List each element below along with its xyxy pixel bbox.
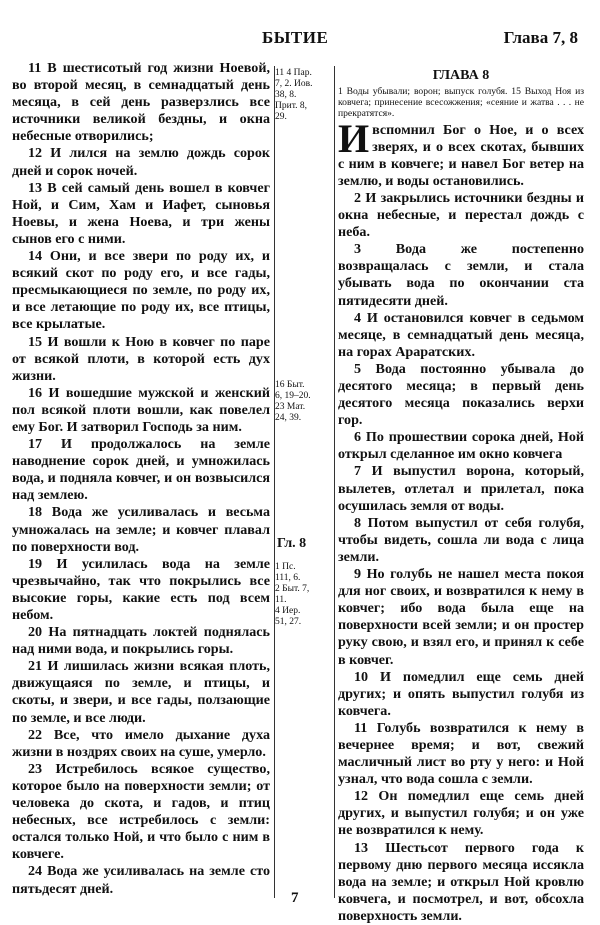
verse: 9 Но голубь не нашел места покоя для ног своих, и возвратился к нему в ковчег; ибо вода была еще на поверхности всей земли; и он простер руку свою, и взял его, и принял к себе в ковчег. xyxy=(338,566,584,668)
cross-ref-line: 7, 2. Иов. xyxy=(275,79,313,89)
chapter-heading: ГЛАВА 8 xyxy=(432,68,490,83)
cross-ref-line: 24, 39. xyxy=(275,413,302,423)
cross-ref-line: 1 Пс. xyxy=(275,562,296,572)
verse: 22 Все, что имело дыхание духа жизни в ноздрях своих на суше, умерло. xyxy=(12,726,270,760)
verse: 2 И закрылись источники бездны и окна небесные, и перестал дождь с неба. xyxy=(338,189,584,241)
verse: 8 Потом выпустил от себя голубя, чтобы видеть, сошла ли вода с лица земли. xyxy=(338,514,584,565)
cross-ref-block-3 xyxy=(275,562,333,628)
cross-ref-line: 38, 8. xyxy=(275,90,297,100)
verse: 17 И продолжалось на земле наводнение сорок дней, и умножилась вода, и подняла ковчег, и он возвысился над землею. xyxy=(12,436,270,504)
verse: 15 И вошли к Ною в ковчег по паре от всякой плоти, в которой есть дух жизни. xyxy=(12,333,270,384)
verse: 7 И выпустил ворона, который, вылетев, отлетал и прилетал, пока осушилась земля от воды. xyxy=(338,463,584,514)
first-verse xyxy=(338,115,584,190)
column-divider-right xyxy=(334,66,335,898)
cross-ref-block-1 xyxy=(275,68,333,123)
verse: 20 На пятнадцать локтей поднялась над ними вода, и покрылись горы. xyxy=(12,624,270,658)
verse: 21 И лишилась жизни всякая плоть, движущаяся по земле, и птицы, и скоты, и звери, и все гады, ползающие по земле, и все люди. xyxy=(12,658,270,726)
cross-ref-line: 11. xyxy=(275,595,287,605)
first-verse-text: вспомнил Бог о Ное, и о всех зверях, и о всех скотах, бывших с ним в ковчеге; и навел Бог ветер на землю, и воды остановились. xyxy=(338,121,584,189)
cross-ref-line: 51, 27. xyxy=(275,617,302,627)
verse: 19 И усилилась вода на земле чрезвычайно, так что покрылись все высокие горы, какие есть под всем небом. xyxy=(12,555,270,623)
cross-ref-line: 6, 19–20. xyxy=(275,391,311,401)
verse: 23 Истребилось всякое существо, которое было на поверхности земли; от человека до скота, и гадов, и птиц небесных, все истребилось с земли: остался только Ной, и что было с ним в ковчеге. xyxy=(12,760,270,863)
chapter-reference: Глава 7, 8 xyxy=(503,28,578,47)
verse: 11 Голубь возвратился к нему в вечернее время; и вот, свежий масличный лист во рту у него: и Ной узнал, что вода сошла с земли. xyxy=(338,719,584,788)
verse: 3 Вода же постепенно возвращалась с земли, и стала убывать вода по окончании ста пятидесяти дней. xyxy=(338,241,584,309)
verse: 11 В шестисотый год жизни Ноевой, во второй месяц, в семнадцатый день месяца, в сей день разверзлись все источники великой бездны, и окна небесные отворились; xyxy=(12,60,270,145)
cross-ref-chapter-label: Гл. 8 xyxy=(277,536,307,551)
book-title: БЫТИЕ xyxy=(262,28,329,47)
cross-ref-block-2 xyxy=(275,380,333,424)
verse: 5 Вода постоянно убывала до десятого месяца; в первый день десятого месяца показались верхи гор. xyxy=(338,360,584,429)
right-text-column xyxy=(338,68,584,925)
cross-ref-line: 11 4 Пар. xyxy=(275,68,312,78)
verse: 14 Они, и все звери по роду их, и всякий скот по роду его, и все гады, пресмыкающиеся по земле, по роду их, и все летающие по роду их, все птицы, все крылатые. xyxy=(12,248,270,333)
drop-cap: И xyxy=(338,115,370,161)
verse: 10 И помедлил еще семь дней других; и опять выпустил голубя из ковчега. xyxy=(338,668,584,719)
cross-ref-line: 16 Быт. xyxy=(275,380,305,390)
chapter-summary: 1 Воды убывали; ворон; выпуск голубя. 15 Выход Ноя из ковчега; принесение всесожжения; «сеяние и жатва . . . не прекратятся». xyxy=(338,86,584,120)
verse: 13 В сей самый день вошел в ковчег Ной, и Сим, Хам и Иафет, сыновья Ноевы, и жена Ноева, и три жены сынов его с ними. xyxy=(12,179,270,247)
verse: 4 И остановился ковчег в седьмом месяце, в семнадцатый день месяца, на горах Араратских. xyxy=(338,309,584,360)
cross-ref-line: 2 Быт. 7, xyxy=(275,584,310,594)
verse: 12 И лился на землю дождь сорок дней и сорок ночей. xyxy=(12,145,270,179)
verse: 6 По прошествии сорока дней, Ной открыл сделанное им окно ковчега xyxy=(338,429,584,463)
column-divider-left xyxy=(274,66,275,898)
verse: 13 Шестьсот первого года к первому дню первого месяца иссякла вода на земле; и открыл Ной кровлю ковчега, и посмотрел, и вот, обсохла поверхность земли. xyxy=(338,839,584,924)
page-number: 7 xyxy=(291,890,299,906)
page-header xyxy=(0,28,600,56)
cross-ref-line: 23 Мат. xyxy=(275,402,306,412)
cross-ref-line: 29. xyxy=(275,112,287,122)
verse: 16 И вошедшие мужской и женский пол всякой плоти вошли, как повелел ему Бог. И затворил Господь за ним. xyxy=(12,384,270,435)
cross-ref-line: 4 Иер. xyxy=(275,606,301,616)
left-text-column xyxy=(12,60,270,898)
verse: 12 Он помедлил еще семь дней других, и выпустил голубя; и он уже не возвратился к нему. xyxy=(338,788,584,839)
verse: 18 Вода же усиливалась и весьма умножалась на земле; и ковчег плавал по поверхности вод. xyxy=(12,504,270,555)
verse: 24 Вода же усиливалась на земле сто пятьдесят дней. xyxy=(12,863,270,897)
cross-ref-line: Прит. 8, xyxy=(275,101,308,111)
cross-ref-line: 111, 6. xyxy=(275,573,301,583)
